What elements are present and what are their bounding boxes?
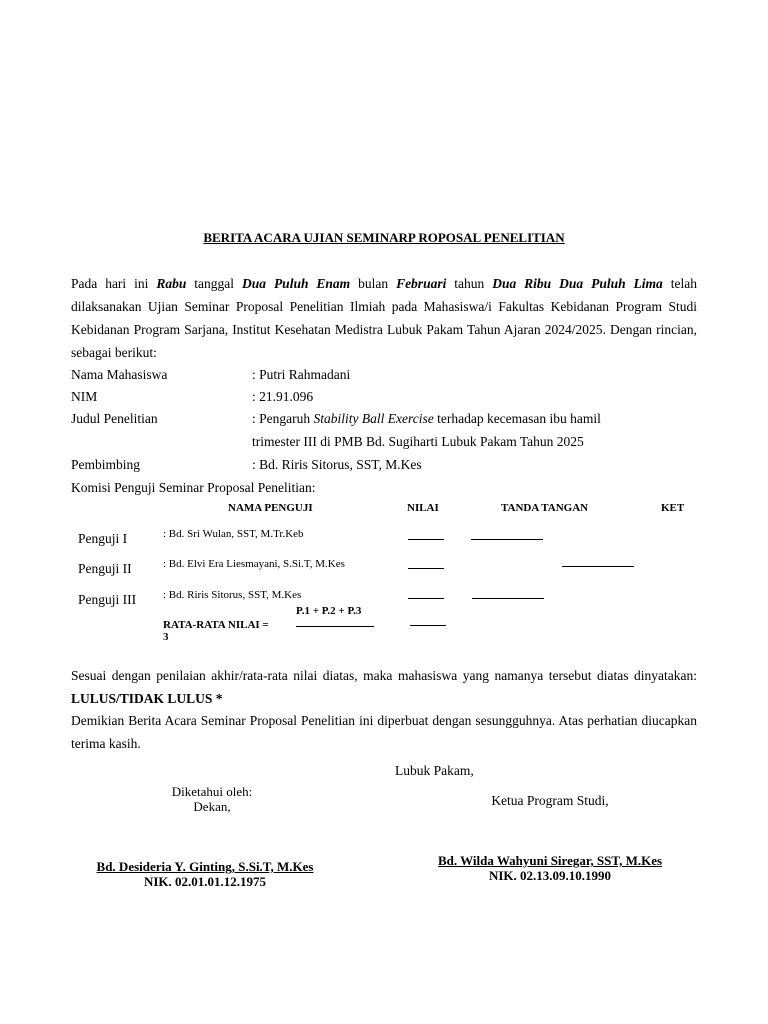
- penguji-3-name: : Bd. Riris Sitorus, SST, M.Kes: [163, 589, 302, 601]
- result-paragraph: [71, 664, 697, 710]
- intro-tanggal: Dua Puluh Enam: [241, 276, 351, 291]
- header-ket: KET: [661, 502, 685, 514]
- penguji-3-label: Penguji III: [78, 592, 137, 607]
- place-text: Lubuk Pakam,: [395, 763, 474, 778]
- judul-label: Judul Penelitian: [71, 411, 158, 426]
- pembimbing-value: : Bd. Riris Sitorus, SST, M.Kes: [252, 457, 422, 472]
- header-tanda-tangan: TANDA TANGAN: [501, 502, 589, 514]
- judul-post: terhadap kecemasan ibu hamil: [433, 411, 601, 426]
- right-sig-name: Bd. Wilda Wahyuni Siregar, SST, M.Kes: [437, 853, 663, 868]
- penguji-3-ttd-line: [472, 598, 544, 599]
- judul-pre: : Pengaruh: [252, 411, 314, 426]
- nama-value: : Putri Rahmadani: [252, 367, 351, 382]
- judul-italic: Stability Ball Exercise: [313, 411, 434, 426]
- penguji-2-label: Penguji II: [78, 561, 132, 576]
- intro-text-4: tahun: [446, 276, 493, 291]
- right-sig-nik: NIK. 02.13.09.10.1990: [488, 868, 612, 883]
- left-sig-line2: Dekan,: [193, 799, 231, 814]
- nim-value: : 21.91.096: [252, 389, 314, 404]
- intro-text-3: bulan: [350, 276, 397, 291]
- rata-fraction-line: [296, 626, 374, 627]
- intro-text-1: Pada hari ini: [71, 276, 157, 291]
- left-sig-line1: Diketahui oleh:: [171, 784, 253, 799]
- penguji-2-nilai-line: [408, 568, 444, 569]
- judul-line2: trimester III di PMB Bd. Sugiharti Lubuk Pakam Tahun 2025: [252, 434, 584, 449]
- closing-paragraph: Demikian Berita Acara Seminar Proposal Penelitian ini diperbuat dengan sesungguhnya. Atas perhatian diucapkan terima kasih.: [71, 713, 697, 751]
- result-text: Sesuai dengan penilaian akhir/rata-rata nilai diatas, maka mahasiswa yang namanya tersebut diatas dinyatakan:: [71, 668, 697, 683]
- right-sig-role: Ketua Program Studi,: [491, 793, 609, 808]
- komisi-label: Komisi Penguji Seminar Proposal Penelitian:: [71, 480, 316, 495]
- intro-tahun: Dua Ribu Dua Puluh Lima: [492, 276, 663, 291]
- penguji-1-label: Penguji I: [78, 531, 128, 546]
- rata-denominator: 3: [163, 631, 169, 643]
- document-title: BERITA ACARA UJIAN SEMINARP ROPOSAL PENELITIAN: [203, 230, 565, 245]
- intro-text-2: tanggal: [186, 276, 242, 291]
- judul-value: [252, 411, 601, 427]
- penguji-1-ttd-line: [471, 539, 543, 540]
- penguji-1-name: : Bd. Sri Wulan, SST, M.Tr.Keb: [163, 528, 304, 540]
- penguji-2-name: : Bd. Elvi Era Liesmayani, S.Si.T, M.Kes: [163, 558, 345, 570]
- left-sig-name: Bd. Desideria Y. Ginting, S.Si.T, M.Kes: [96, 859, 314, 874]
- intro-text-5: telah dilaksanakan Ujian Seminar Proposal Penelitian Ilmiah pada Mahasiswa/i Fakultas Kebidanan Program Studi Kebidanan Program Sarjana, Institut Kesehatan Medistra Lubuk Pakam Tahun Ajaran 2024/2025. Dengan rincian, sebagai berikut:: [71, 276, 697, 360]
- left-sig-nik: NIK. 02.01.01.12.1975: [143, 874, 267, 889]
- intro-bulan: Februari: [396, 276, 447, 291]
- penguji-2-ttd-line: [562, 566, 634, 567]
- rata-nilai-line: [410, 625, 446, 626]
- nim-label: NIM: [71, 389, 98, 404]
- penguji-1-nilai-line: [408, 539, 444, 540]
- intro-paragraph: [71, 272, 697, 364]
- rata-numerator: P.1 + P.2 + P.3: [296, 605, 362, 617]
- pembimbing-label: Pembimbing: [71, 457, 141, 472]
- result-status: LULUS/TIDAK LULUS *: [71, 691, 223, 706]
- header-nilai: NILAI: [407, 502, 439, 514]
- rata-label: RATA-RATA NILAI =: [163, 619, 269, 631]
- nama-label: Nama Mahasiswa: [71, 367, 168, 382]
- penguji-3-nilai-line: [408, 598, 444, 599]
- intro-hari: Rabu: [156, 276, 187, 291]
- header-nama-penguji: NAMA PENGUJI: [228, 502, 313, 514]
